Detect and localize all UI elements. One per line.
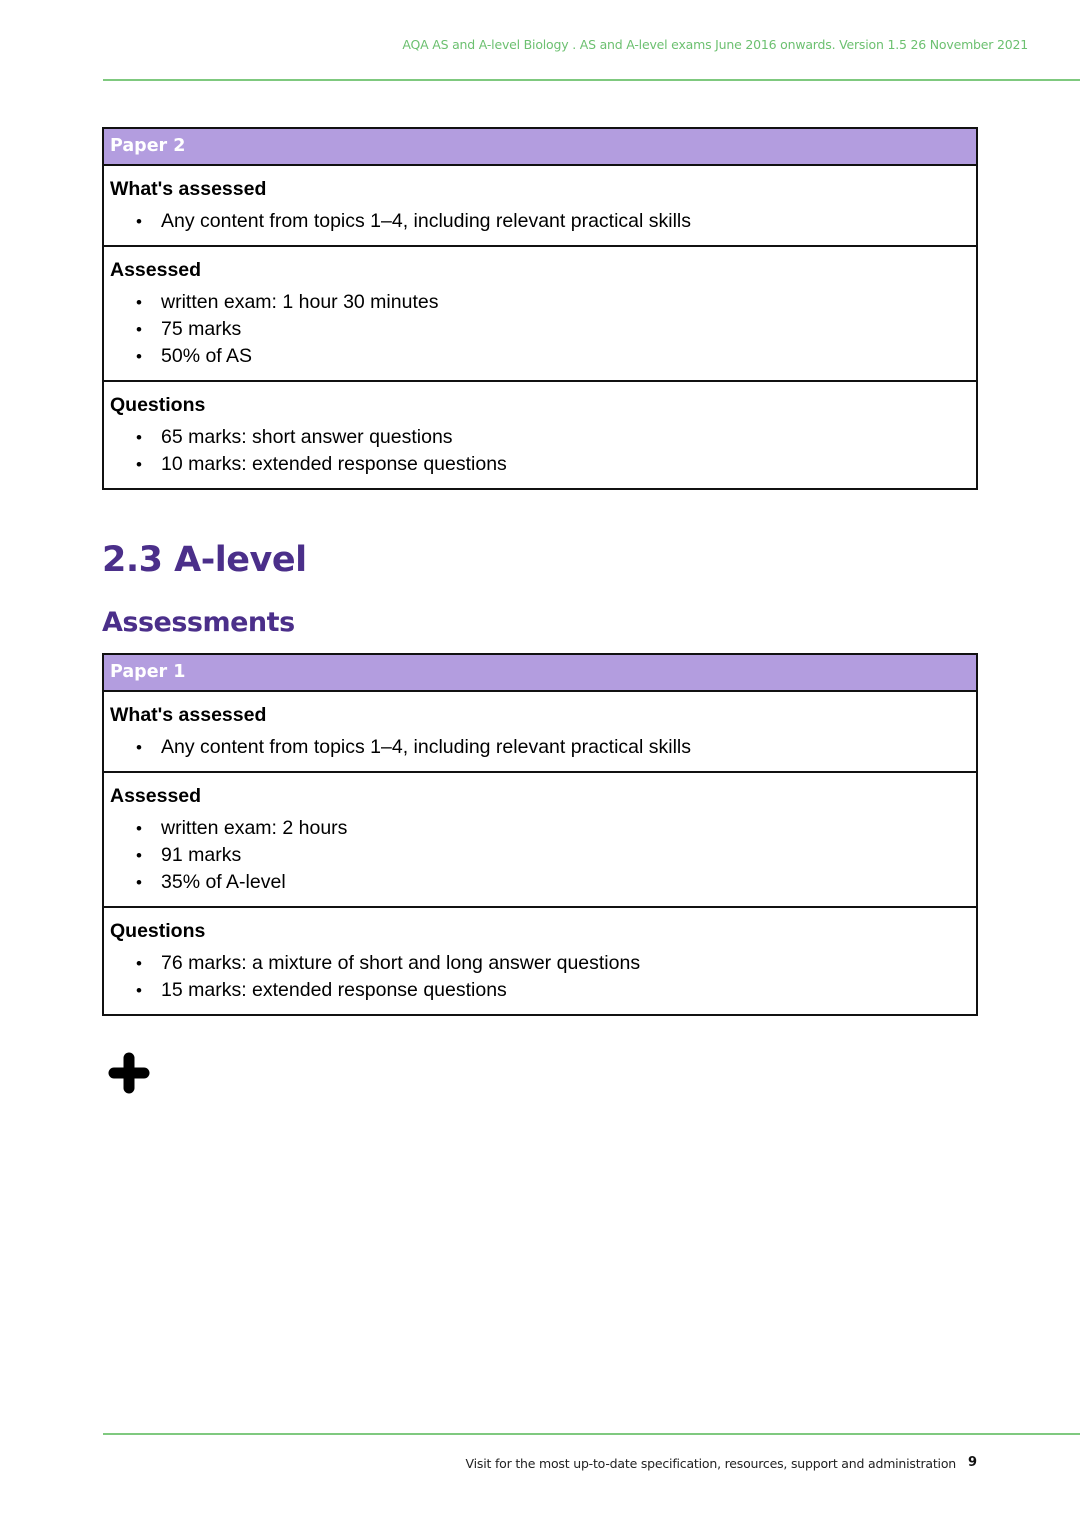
table-header: Paper 1 (104, 655, 976, 692)
page-number: 9 (968, 1455, 978, 1470)
table-header: Paper 2 (104, 129, 976, 166)
section-title: Questions (110, 920, 206, 942)
header-divider (103, 79, 1080, 81)
section-assessed (104, 247, 976, 382)
section-title: What's assessed (110, 178, 267, 200)
section-title: Assessed (110, 785, 202, 807)
list-item: • Any content from topics 1–4, including relevant practical skills (110, 734, 970, 761)
list-item: • 75 marks (110, 316, 970, 343)
list-item: • 50% of AS (110, 343, 970, 370)
plus-icon (108, 1052, 150, 1094)
section-questions (104, 908, 976, 1014)
footer-divider (103, 1433, 1080, 1435)
list-item: • written exam: 1 hour 30 minutes (110, 289, 970, 316)
list-item: • Any content from topics 1–4, including relevant practical skills (110, 208, 970, 235)
list-item: • 65 marks: short answer questions (110, 424, 970, 451)
list-item: • 91 marks (110, 842, 970, 869)
running-header: AQA AS and A-level Biology . AS and A-level exams June 2016 onwards. Version 1.5 26 November 2021 (402, 37, 1028, 52)
section-whats-assessed (104, 166, 976, 247)
list-item: • written exam: 2 hours (110, 815, 970, 842)
list-item: • 15 marks: extended response questions (110, 977, 970, 1004)
section-assessed (104, 773, 976, 908)
as-paper2-table (102, 127, 978, 490)
section-title: Assessed (110, 259, 202, 281)
section-heading: 2.3 A-level (102, 540, 307, 580)
section-questions (104, 382, 976, 488)
section-title: What's assessed (110, 704, 267, 726)
list-item: • 35% of A-level (110, 869, 970, 896)
list-item: • 76 marks: a mixture of short and long answer questions (110, 950, 970, 977)
footer-text: Visit for the most up-to-date specification, resources, support and administration (465, 1456, 956, 1471)
subsection-heading: Assessments (102, 607, 295, 638)
alevel-paper1-table (102, 653, 978, 1016)
list-item: • 10 marks: extended response questions (110, 451, 970, 478)
section-whats-assessed (104, 692, 976, 773)
section-title: Questions (110, 394, 206, 416)
